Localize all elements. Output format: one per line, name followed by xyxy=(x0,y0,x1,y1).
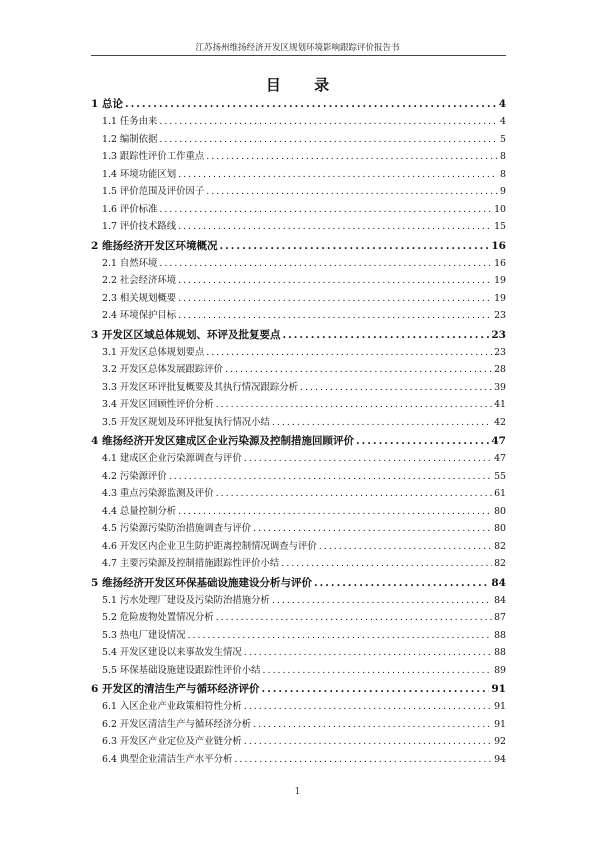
toc-chapter-page: 23 xyxy=(491,328,506,341)
toc-chapter-page: 47 xyxy=(491,435,506,447)
dot-leader xyxy=(206,347,492,358)
dot-leader xyxy=(244,701,492,712)
toc-section-title: 4.5 污染源污染防治措施调查与评价 xyxy=(102,523,252,534)
toc-section-page: 9 xyxy=(500,186,506,197)
toc-section-title: 5.2 危险废物处置情况分析 xyxy=(102,612,214,623)
toc-section[interactable] xyxy=(91,450,506,468)
dot-leader xyxy=(178,221,492,232)
dot-leader xyxy=(253,523,492,534)
dot-leader xyxy=(216,399,492,410)
toc-section-title: 3.4 开发区回顾性评价分析 xyxy=(102,399,214,410)
dot-leader xyxy=(319,541,492,552)
toc-section-page: 41 xyxy=(494,399,506,410)
dot-leader xyxy=(188,630,493,641)
toc-section[interactable] xyxy=(91,485,506,503)
dot-leader xyxy=(159,116,498,127)
toc-section-page: 19 xyxy=(494,292,506,304)
toc-section[interactable] xyxy=(91,555,506,573)
dot-leader xyxy=(314,577,489,589)
toc-section[interactable] xyxy=(91,290,506,308)
toc-section-title: 6.4 典型企业清洁生产水平分析 xyxy=(102,753,233,765)
toc-section[interactable] xyxy=(91,414,506,432)
toc-section-page: 80 xyxy=(494,505,506,517)
toc-section-title: 2.4 环境保护目标 xyxy=(102,310,177,321)
toc-chapter-page: 84 xyxy=(491,576,506,589)
dot-leader xyxy=(178,506,492,517)
toc-section[interactable] xyxy=(91,627,506,645)
toc-section-page: 94 xyxy=(494,753,506,765)
toc-section-title: 2.2 社会经济环境 xyxy=(102,275,177,286)
toc-section-page: 8 xyxy=(500,151,506,162)
toc-section-page: 55 xyxy=(494,470,506,482)
dot-leader xyxy=(272,417,492,428)
dot-leader xyxy=(253,719,492,730)
toc-section-title: 4.1 建成区企业污染源调查与评价 xyxy=(102,453,242,464)
toc-section-page: 84 xyxy=(494,594,506,606)
dot-leader xyxy=(356,435,489,447)
dot-leader xyxy=(159,204,492,215)
toc-section-page: 15 xyxy=(494,221,506,232)
toc-section-page: 92 xyxy=(494,736,506,747)
toc-section[interactable] xyxy=(91,751,506,769)
toc-chapter-page: 91 xyxy=(491,683,506,695)
toc-section-title: 1.7 评价技术路线 xyxy=(102,221,177,232)
toc-section[interactable] xyxy=(91,131,506,149)
dot-leader xyxy=(216,612,492,623)
toc-section[interactable] xyxy=(91,644,506,662)
toc-section[interactable] xyxy=(91,716,506,734)
toc-section-page: 47 xyxy=(494,453,506,464)
toc-section-title: 3.2 开发区总体发展跟踪评价 xyxy=(102,364,224,375)
dot-leader xyxy=(234,754,492,765)
dot-leader xyxy=(225,364,492,375)
dot-leader xyxy=(178,310,492,321)
dot-leader xyxy=(244,453,492,464)
toc-section-title: 3.3 开发区环评批复概要及其执行情况跟踪分析 xyxy=(102,381,299,393)
toc-section[interactable] xyxy=(91,307,506,325)
toc-section-title: 4.2 污染源评价 xyxy=(102,470,167,482)
toc-section-page: 42 xyxy=(494,416,506,428)
table-of-contents xyxy=(91,96,506,771)
toc-section-title: 4.4 总量控制分析 xyxy=(102,505,177,517)
dot-leader xyxy=(159,258,492,269)
dot-leader xyxy=(206,186,498,197)
dot-leader xyxy=(300,382,492,393)
toc-section[interactable] xyxy=(91,166,506,184)
toc-section[interactable] xyxy=(91,609,506,627)
dot-leader xyxy=(261,683,489,695)
toc-section-page: 19 xyxy=(494,275,506,286)
dot-leader xyxy=(219,240,489,252)
toc-section-title: 1.6 评价标准 xyxy=(102,203,158,215)
toc-section-title: 2.1 自然环境 xyxy=(102,257,158,269)
toc-section[interactable] xyxy=(91,520,506,538)
toc-section[interactable] xyxy=(91,201,506,219)
toc-section-page: 8 xyxy=(500,168,506,180)
toc-section-page: 88 xyxy=(494,629,506,641)
toc-section[interactable] xyxy=(91,538,506,556)
dot-leader xyxy=(206,151,498,162)
toc-section-page: 61 xyxy=(494,488,506,499)
toc-chapter[interactable] xyxy=(91,238,506,255)
dot-leader xyxy=(178,169,498,180)
toc-section-page: 82 xyxy=(494,540,506,552)
dot-leader xyxy=(281,558,492,569)
dot-leader xyxy=(216,488,492,499)
toc-section-page: 28 xyxy=(494,364,506,375)
toc-section[interactable] xyxy=(91,255,506,273)
toc-section[interactable] xyxy=(91,698,506,716)
toc-section[interactable] xyxy=(91,468,506,486)
toc-chapter-page: 16 xyxy=(491,239,506,252)
toc-section-page: 82 xyxy=(494,558,506,569)
toc-section-page: 5 xyxy=(500,133,506,145)
toc-section[interactable] xyxy=(91,113,506,131)
toc-section[interactable] xyxy=(91,396,506,414)
toc-section-page: 16 xyxy=(494,257,506,269)
toc-section-page: 89 xyxy=(494,664,506,676)
toc-chapter-title: 3 开发区区域总体规划、环评及批复要点 xyxy=(91,328,281,341)
toc-chapter[interactable] xyxy=(91,575,506,592)
toc-section[interactable] xyxy=(91,503,506,521)
toc-section-page: 23 xyxy=(494,310,506,321)
toc-section[interactable] xyxy=(91,662,506,680)
toc-section-title: 3.5 开发区规划及环评批复执行情况小结 xyxy=(102,416,270,428)
header-divider xyxy=(91,55,506,56)
dot-leader xyxy=(125,98,497,110)
toc-section-page: 91 xyxy=(494,718,506,730)
dot-leader xyxy=(178,293,492,304)
toc-chapter[interactable] xyxy=(91,433,506,450)
toc-section-page: 87 xyxy=(494,612,506,623)
dot-leader xyxy=(169,471,492,482)
toc-section[interactable] xyxy=(91,361,506,379)
toc-section[interactable] xyxy=(91,183,506,201)
dot-leader xyxy=(263,665,493,676)
toc-section[interactable] xyxy=(91,272,506,290)
toc-section-title: 4.3 重点污染源监测及评价 xyxy=(102,488,214,499)
page-title: 目 录 xyxy=(265,76,344,94)
dot-leader xyxy=(244,647,492,658)
toc-section[interactable] xyxy=(91,733,506,751)
toc-section-title: 6.1 入区企业产业政策相符性分析 xyxy=(102,701,242,712)
toc-chapter-title: 5 维扬经济开发区环保基础设施建设分析与评价 xyxy=(91,576,312,589)
toc-section-title: 5.3 热电厂建设情况 xyxy=(102,629,186,641)
toc-section-title: 5.1 污水处理厂建设及污染防治措施分析 xyxy=(102,594,270,606)
toc-section-title: 1.5 评价范围及评价因子 xyxy=(102,186,205,197)
toc-section[interactable] xyxy=(91,148,506,166)
toc-section[interactable] xyxy=(91,592,506,610)
toc-section-title: 5.4 开发区建设以来事故发生情况 xyxy=(102,647,242,658)
toc-section[interactable] xyxy=(91,379,506,397)
toc-chapter[interactable] xyxy=(91,327,506,344)
toc-section-title: 1.2 编制依据 xyxy=(102,133,158,145)
toc-chapter[interactable] xyxy=(91,96,506,113)
toc-section-title: 1.3 跟踪性评价工作重点 xyxy=(102,151,205,162)
toc-section[interactable] xyxy=(91,344,506,362)
dot-leader xyxy=(282,329,489,341)
toc-section-page: 88 xyxy=(494,647,506,658)
toc-chapter-title: 6 开发区的清洁生产与循环经济评价 xyxy=(91,683,260,695)
page-number: 1 xyxy=(294,787,301,797)
toc-section-title: 2.3 相关规划概要 xyxy=(102,292,177,304)
toc-section-title: 6.3 开发区产业定位及产业链分析 xyxy=(102,736,242,747)
toc-section-title: 5.5 环保基础设施建设跟踪性评价小结 xyxy=(102,664,261,676)
toc-section-title: 6.2 开发区清洁生产与循环经济分析 xyxy=(102,718,252,730)
toc-section[interactable] xyxy=(91,218,506,236)
toc-section-page: 91 xyxy=(494,701,506,712)
toc-section-page: 80 xyxy=(494,523,506,534)
toc-chapter-title: 1 总论 xyxy=(91,98,123,110)
toc-chapter[interactable] xyxy=(91,681,506,698)
dot-leader xyxy=(178,275,492,286)
toc-chapter-title: 4 维扬经济开发区建成区企业污染源及控制措施回顾评价 xyxy=(91,435,354,447)
dot-leader xyxy=(244,736,492,747)
toc-section-title: 4.6 开发区内企业卫生防护距离控制情况调查与评价 xyxy=(102,540,317,552)
toc-section-title: 3.1 开发区总体规划要点 xyxy=(102,346,205,358)
dot-leader xyxy=(272,595,492,606)
toc-chapter-page: 4 xyxy=(498,98,506,110)
toc-section-title: 1.4 环境功能区划 xyxy=(102,168,177,180)
running-header: 江苏扬州维扬经济开发区规划环境影响跟踪评价报告书 xyxy=(195,43,400,53)
toc-chapter-title: 2 维扬经济开发区环境概况 xyxy=(91,239,218,252)
dot-leader xyxy=(159,134,498,145)
toc-section-title: 4.7 主要污染源及控制措施跟踪性评价小结 xyxy=(102,558,280,569)
toc-section-page: 39 xyxy=(494,381,506,393)
toc-section-title: 1.1 任务由来 xyxy=(102,116,158,127)
toc-section-page: 10 xyxy=(494,203,506,215)
toc-section-page: 23 xyxy=(494,346,506,358)
toc-section-page: 4 xyxy=(500,116,506,127)
